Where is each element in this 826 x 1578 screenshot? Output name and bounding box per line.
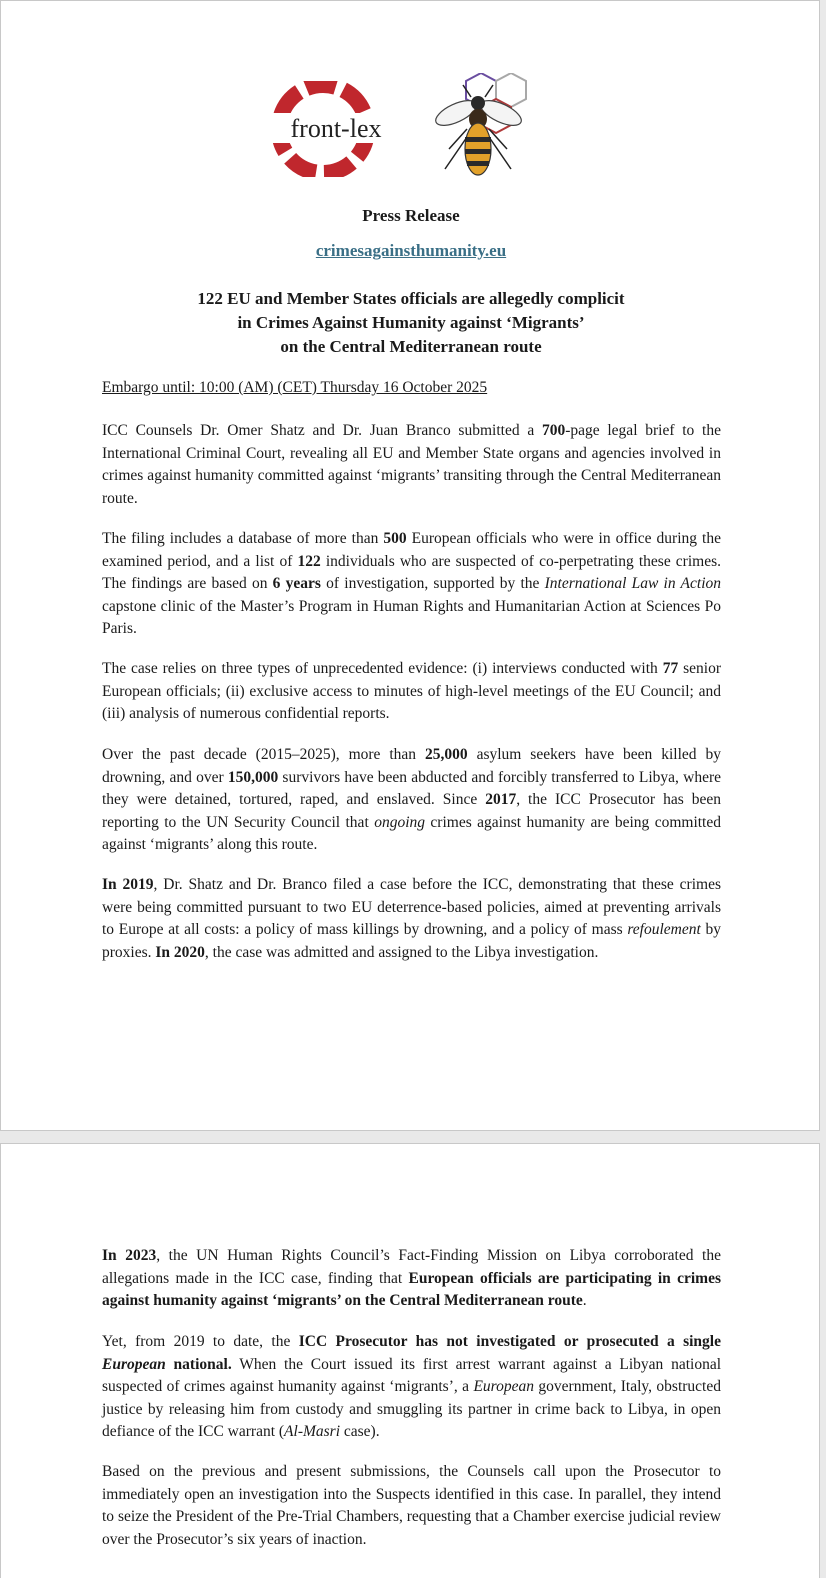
italic-run: refoulement — [627, 921, 701, 938]
italic-run: European — [473, 1378, 535, 1395]
headline-line-2: in Crimes Against Humanity against ‘Migrants’ — [237, 313, 585, 332]
bold-run: 6 years — [272, 575, 321, 592]
bold-run: 700 — [541, 422, 566, 439]
text-run: case). — [340, 1423, 380, 1440]
bold-run: In 2020 — [155, 943, 205, 961]
text-run: The filing includes a database of more than — [102, 530, 384, 547]
document-page-2 — [0, 1143, 820, 1578]
paragraph-4 — [102, 744, 721, 857]
front-lex-logo — [271, 81, 401, 177]
text-run: ICC Counsels Dr. Omer Shatz and Dr. Juan Branco submitted a — [102, 422, 542, 439]
paragraph-1 — [102, 420, 721, 510]
logos — [271, 73, 541, 185]
italic-run: ongoing — [374, 813, 425, 831]
text-run: by proxies. — [102, 921, 722, 961]
bee-logo — [421, 73, 536, 185]
text-run: capstone clinic of the Master’s Program in Human Rights and Humanitarian Action at Sciences Po Paris. — [102, 597, 721, 637]
bold-run: 122 — [297, 552, 321, 570]
bold-run: 500 — [383, 530, 407, 547]
bold-run: European officials are participating in crimes against humanity against ‘migrants’ on the Central Mediterranean route — [102, 1269, 721, 1309]
text-run: asylum seekers have been killed by drowning, and over — [102, 746, 721, 786]
headline-line-1: 122 EU and Member States officials are allegedly complicit — [197, 289, 625, 308]
front-lex-logo-text: front-lex — [290, 114, 382, 143]
text-run: Yet, from 2019 to date, the — [102, 1333, 299, 1350]
text-run: Based on the previous and present submissions, the Counsels call upon the Prosecutor to immediately open an investigation into the Suspects identified in this case. In parallel, they intend to seize the President of the Pre-Trial Chambers, requesting that a Chamber exercise judicial review over the Prosecutor’s six years of inaction. — [102, 1463, 721, 1548]
headline — [1, 287, 821, 359]
headline-line-3: on the Central Mediterranean route — [280, 337, 542, 356]
text-run: -page legal brief to the International Criminal Court, revealing all EU and Member State organs and agencies involved in crimes against humanity committed against ‘migrants’ transiting through the Central Mediterranean route. — [102, 422, 721, 507]
text-run: government, Italy, obstructed justice by releasing him from custody and smuggling its partner in crime back to Libya, in open defiance of the ICC warrant ( — [102, 1378, 721, 1440]
paragraph-5 — [102, 874, 721, 964]
text-run: , the UN Human Rights Council’s Fact-Finding Mission on Libya corroborated the allegations made in the ICC case, finding that — [102, 1247, 721, 1287]
embargo-notice: Embargo until: 10:00 (AM) (CET) Thursday 16 October 2025 — [102, 379, 488, 396]
paragraph-7 — [102, 1331, 721, 1444]
bold-run: In 2019 — [102, 876, 154, 893]
text-run: individuals who are suspected of co-perpetrating these crimes. The findings are based on — [102, 552, 721, 592]
bold-run: 25,000 — [425, 746, 468, 763]
text-run: European officials who were in office during the examined period, and a list of — [102, 530, 721, 570]
text-run: , the case was admitted and assigned to the Libya investigation. — [204, 943, 599, 961]
text-run: of investigation, supported by the — [320, 575, 545, 592]
text-run: crimes against humanity are being committed against ‘migrants’ along this route. — [102, 813, 721, 853]
site-link[interactable]: crimesagainsthumanity.eu — [315, 241, 507, 260]
text-run: survivors have been abducted and forcibly transferred to Libya, where they were detained, tortured, raped, and enslaved. Since — [102, 768, 721, 808]
paragraph-3 — [102, 658, 721, 726]
bold-italic-run: European — [102, 1355, 166, 1373]
bold-run: In 2023 — [102, 1247, 157, 1264]
bold-run: ICC Prosecutor has not investigated or prosecuted a single — [298, 1333, 721, 1350]
paragraph-8 — [102, 1461, 721, 1551]
text-run: When the Court issued its first arrest warrant against a Libyan national suspected of crimes against humanity against ‘migrants’, a — [102, 1355, 721, 1395]
press-release-title: Press Release — [362, 206, 460, 225]
text-run: . — [582, 1292, 587, 1309]
text-run: senior European officials; (ii) exclusive access to minutes of high-level meetings of the EU Council; and (iii) analysis of numerous confidential reports. — [102, 660, 721, 722]
bold-run: 77 — [662, 660, 679, 677]
bold-run: national. — [165, 1355, 232, 1373]
text-run: , the ICC Prosecutor has been reporting to the UN Security Council that — [102, 791, 721, 831]
italic-run: Al-Masri — [284, 1423, 341, 1440]
paragraph-6 — [102, 1245, 721, 1313]
text-run: The case relies on three types of unprecedented evidence: (i) interviews conducted with — [102, 660, 663, 677]
text-run: Over the past decade (2015–2025), more than — [102, 746, 425, 763]
bold-run: 2017 — [485, 791, 517, 808]
bold-run: 150,000 — [227, 768, 279, 786]
paragraph-2 — [102, 528, 721, 641]
text-run: , Dr. Shatz and Dr. Branco filed a case before the ICC, demonstrating that these crimes were being committed pursuant to two EU deterrence-based policies, aimed at preventing arrivals to Europe at all costs: a policy of mass killings by drowning, and a policy of mass — [102, 876, 721, 938]
italic-run: International Law in Action — [544, 575, 721, 592]
